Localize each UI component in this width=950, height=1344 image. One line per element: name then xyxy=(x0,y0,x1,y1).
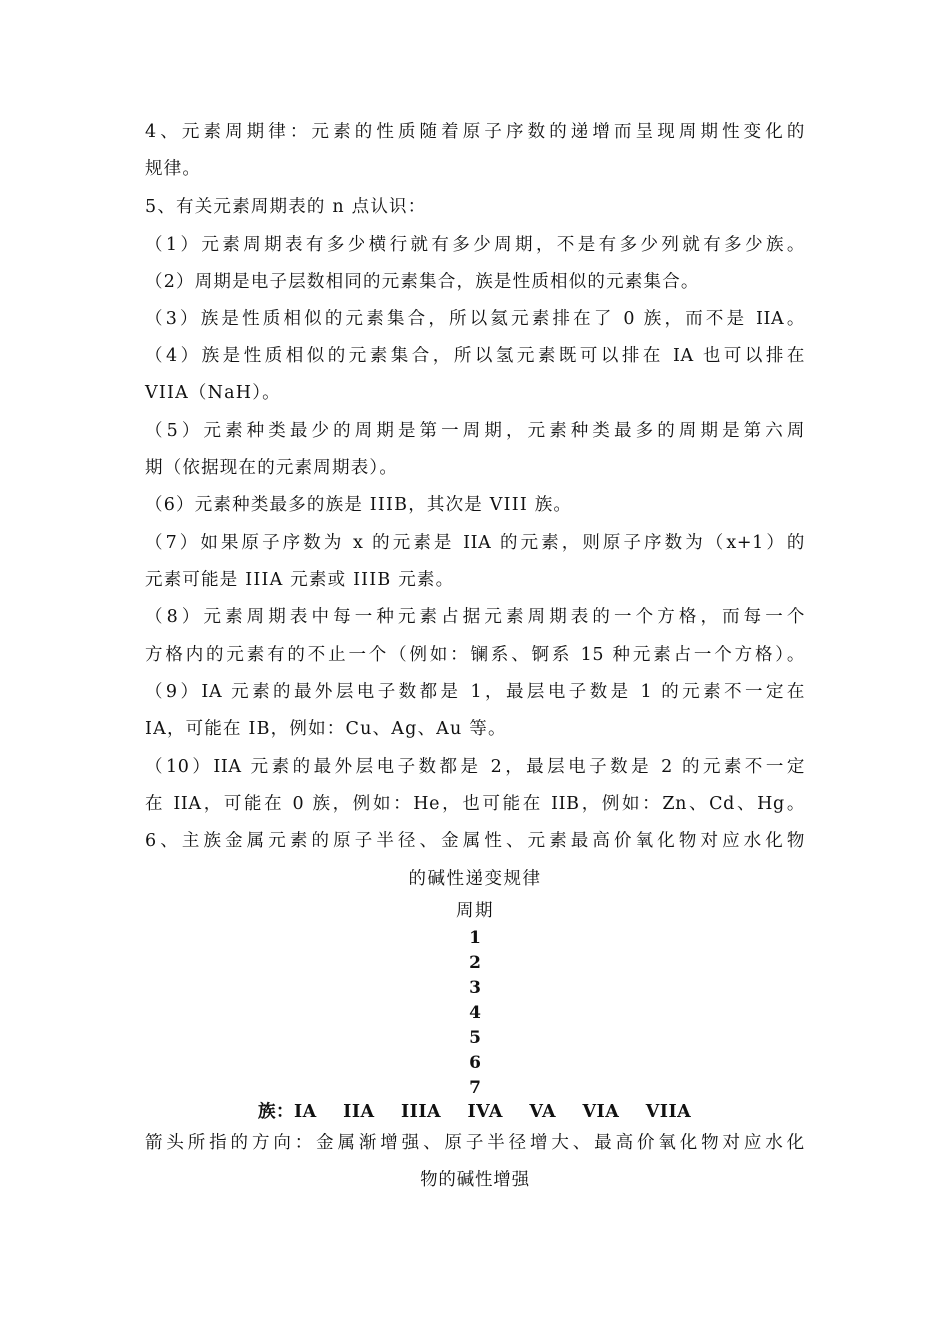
item-3: （3）族是性质相似的元素集合，所以氦元素排在了 0 族，而不是 IIA。 xyxy=(145,309,805,329)
period-number: 4 xyxy=(469,1003,481,1023)
paragraph-4-line-2: 规律。 xyxy=(145,159,202,179)
group-row: 族：IA IIA IIIA IVA VA VIA VIIA xyxy=(258,1102,692,1122)
item-1: （1）元素周期表有多少横行就有多少周期，不是有多少列就有多少族。 xyxy=(145,235,805,255)
item-9-line-2: IA，可能在 IB，例如：Cu、Ag、Au 等。 xyxy=(145,719,507,739)
item-4-line-1: （4）族是性质相似的元素集合，所以氢元素既可以排在 IA 也可以排在 xyxy=(145,346,805,366)
item-10-line-2: 在 IIA，可能在 0 族，例如：He，也可能在 IIB，例如：Zn、Cd、Hg。 xyxy=(145,794,805,814)
period-number: 2 xyxy=(469,953,481,973)
period-label: 周期 xyxy=(456,901,494,921)
item-7-line-1: （7）如果原子序数为 x 的元素是 IIA 的元素，则原子序数为（x+1）的 xyxy=(145,533,805,553)
item-8-line-2: 方格内的元素有的不止一个（例如：镧系、锕系 15 种元素占一个方格）。 xyxy=(145,645,805,665)
item-5-line-1: （5）元素种类最少的周期是第一周期，元素种类最多的周期是第六周 xyxy=(145,421,805,441)
period-number: 3 xyxy=(469,978,481,998)
arrow-direction-note-line-1: 箭头所指的方向：金属渐增强、原子半径增大、最高价氧化物对应水化 xyxy=(145,1133,805,1153)
period-number: 5 xyxy=(469,1028,481,1048)
arrow-direction-note-line-2: 物的碱性增强 xyxy=(420,1170,530,1190)
item-8-line-1: （8）元素周期表中每一种元素占据元素周期表的一个方格，而每一个 xyxy=(145,607,805,627)
item-10-line-1: （10）IIA 元素的最外层电子数都是 2，最层电子数是 2 的元素不一定 xyxy=(145,757,805,777)
item-4-line-2: VIIA（NaH）。 xyxy=(145,383,281,403)
item-9-line-1: （9）IA 元素的最外层电子数都是 1，最层电子数是 1 的元素不一定在 xyxy=(145,682,805,702)
period-number: 1 xyxy=(469,928,481,948)
paragraph-6-line-2: 的碱性递变规律 xyxy=(408,869,542,889)
item-2: （2）周期是电子层数相同的元素集合，族是性质相似的元素集合。 xyxy=(145,272,700,292)
paragraph-6-line-1: 6、主族金属元素的原子半径、金属性、元素最高价氧化物对应水化物 xyxy=(145,831,805,851)
item-7-line-2: 元素可能是 IIIA 元素或 IIIB 元素。 xyxy=(145,570,455,590)
item-5-line-2: 期（依据现在的元素周期表）。 xyxy=(145,458,399,478)
item-6: （6）元素种类最多的族是 IIIB，其次是 VIII 族。 xyxy=(145,495,573,515)
period-number: 7 xyxy=(469,1078,481,1098)
period-number: 6 xyxy=(469,1053,481,1073)
paragraph-4-line-1: 4、元素周期律：元素的性质随着原子序数的递增而呈现周期性变化的 xyxy=(145,122,805,142)
paragraph-5-heading: 5、有关元素周期表的 n 点认识： xyxy=(145,197,427,217)
